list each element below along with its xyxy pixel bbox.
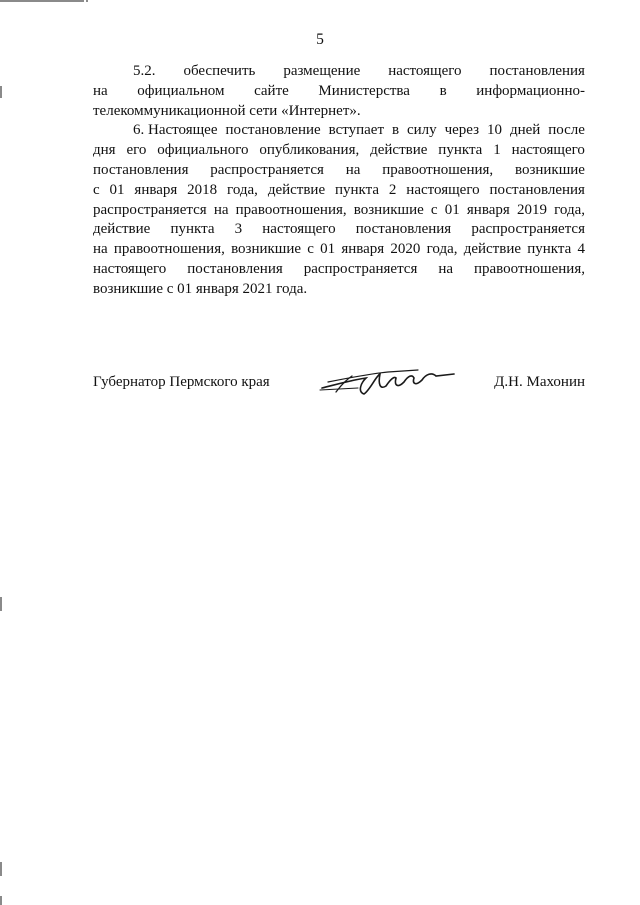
word: постановления — [187, 260, 283, 277]
word: правоотношения, — [113, 241, 225, 258]
word: постановления — [93, 161, 189, 178]
word: с — [307, 241, 314, 258]
word: возникшие — [231, 241, 302, 258]
word: возникшие с 01 января 2021 года. — [93, 280, 308, 297]
scan-edge-mark — [0, 0, 84, 2]
word: настоящего — [262, 221, 336, 238]
word: настоящего — [388, 63, 462, 79]
word: телекоммуникационной сети «Интернет». — [93, 102, 361, 119]
word: 3 — [234, 221, 243, 238]
word: постановления — [355, 221, 452, 238]
word: информационно- — [476, 82, 585, 99]
word: правоотношения, — [235, 201, 347, 218]
signer-name: Д.Н. Махонин — [494, 374, 585, 390]
word: опубликования, — [259, 142, 360, 159]
word: правоотношения, — [382, 161, 494, 178]
page-number: 5 — [316, 31, 324, 48]
word: постановления — [489, 63, 585, 79]
text-line — [93, 121, 585, 141]
text-line — [93, 102, 585, 122]
word: распространяется — [303, 260, 418, 277]
scan-edge-mark — [0, 597, 2, 611]
word: на — [438, 260, 454, 277]
handwritten-signature — [318, 362, 458, 402]
word: пункта — [527, 241, 572, 258]
word: 5.2. — [133, 63, 156, 79]
word: пункта — [170, 221, 215, 238]
word: 2020 — [390, 241, 421, 258]
word: с — [93, 181, 100, 198]
scan-edge-mark — [0, 86, 2, 98]
word: его — [126, 142, 147, 159]
text-line — [93, 260, 585, 280]
word: 01 — [320, 241, 336, 258]
signature-block — [93, 370, 585, 400]
word: 6. Настоящее — [133, 122, 218, 139]
text-line — [93, 220, 585, 240]
word: сайте — [254, 82, 289, 99]
signer-title: Губернатор Пермского края — [93, 374, 270, 390]
word: дня — [93, 142, 116, 159]
word: постановление — [225, 122, 321, 139]
word: вступает — [328, 122, 385, 139]
word: действие — [93, 221, 151, 238]
word: распространяется — [471, 221, 585, 238]
word: января — [134, 181, 178, 198]
word: настоящего — [93, 260, 167, 277]
word: 1 — [493, 142, 501, 159]
word: 2 — [388, 181, 397, 198]
paragraph — [93, 121, 585, 299]
word: с — [430, 201, 438, 218]
word: действие — [370, 142, 428, 159]
word: пункта — [438, 142, 483, 159]
scan-edge-mark — [0, 862, 2, 876]
word: размещение — [283, 63, 361, 79]
word: в — [391, 122, 400, 139]
word: на — [93, 82, 108, 99]
word: официального — [157, 142, 249, 159]
text-line — [93, 82, 585, 102]
word: года, — [227, 181, 258, 198]
text-line — [93, 280, 585, 300]
word: обеспечить — [183, 63, 256, 79]
paragraph — [93, 62, 585, 121]
word: 01 — [444, 201, 460, 218]
text-line — [93, 240, 585, 260]
text-line — [93, 141, 585, 161]
word: силу — [407, 122, 437, 139]
document-body — [93, 62, 585, 300]
word: Министерства — [318, 82, 410, 99]
word: действие — [463, 241, 522, 258]
word: на — [213, 201, 229, 218]
word: 2018 — [187, 181, 218, 198]
word: на — [93, 241, 108, 258]
word: 4 — [577, 241, 585, 258]
paragraphs — [93, 62, 585, 300]
word: января — [341, 241, 385, 258]
text-line — [93, 161, 585, 181]
word: действие — [267, 181, 326, 198]
word: настоящего — [406, 181, 480, 198]
text-line — [93, 181, 585, 201]
word: настоящего — [511, 142, 585, 159]
word: пункта — [335, 181, 380, 198]
scan-edge-mark — [0, 896, 2, 905]
scan-edge-mark — [86, 0, 88, 2]
word: через — [444, 122, 480, 139]
word: января — [466, 201, 510, 218]
word: 01 — [109, 181, 125, 198]
text-line — [93, 201, 585, 221]
word: в — [439, 82, 447, 99]
word: распространяется — [93, 201, 207, 218]
word: 2019 — [516, 201, 547, 218]
word: на — [345, 161, 361, 178]
word: возникшие — [514, 161, 585, 178]
word: распространяется — [210, 161, 324, 178]
word: постановления — [489, 181, 585, 198]
word: после — [548, 122, 585, 139]
word: 10 — [487, 122, 503, 139]
word: года, — [426, 241, 458, 258]
text-line — [93, 62, 585, 82]
word: правоотношения, — [474, 260, 585, 277]
word: года, — [554, 201, 585, 218]
word: возникшие — [353, 201, 424, 218]
word: официальном — [137, 82, 225, 99]
word: дней — [509, 122, 541, 139]
